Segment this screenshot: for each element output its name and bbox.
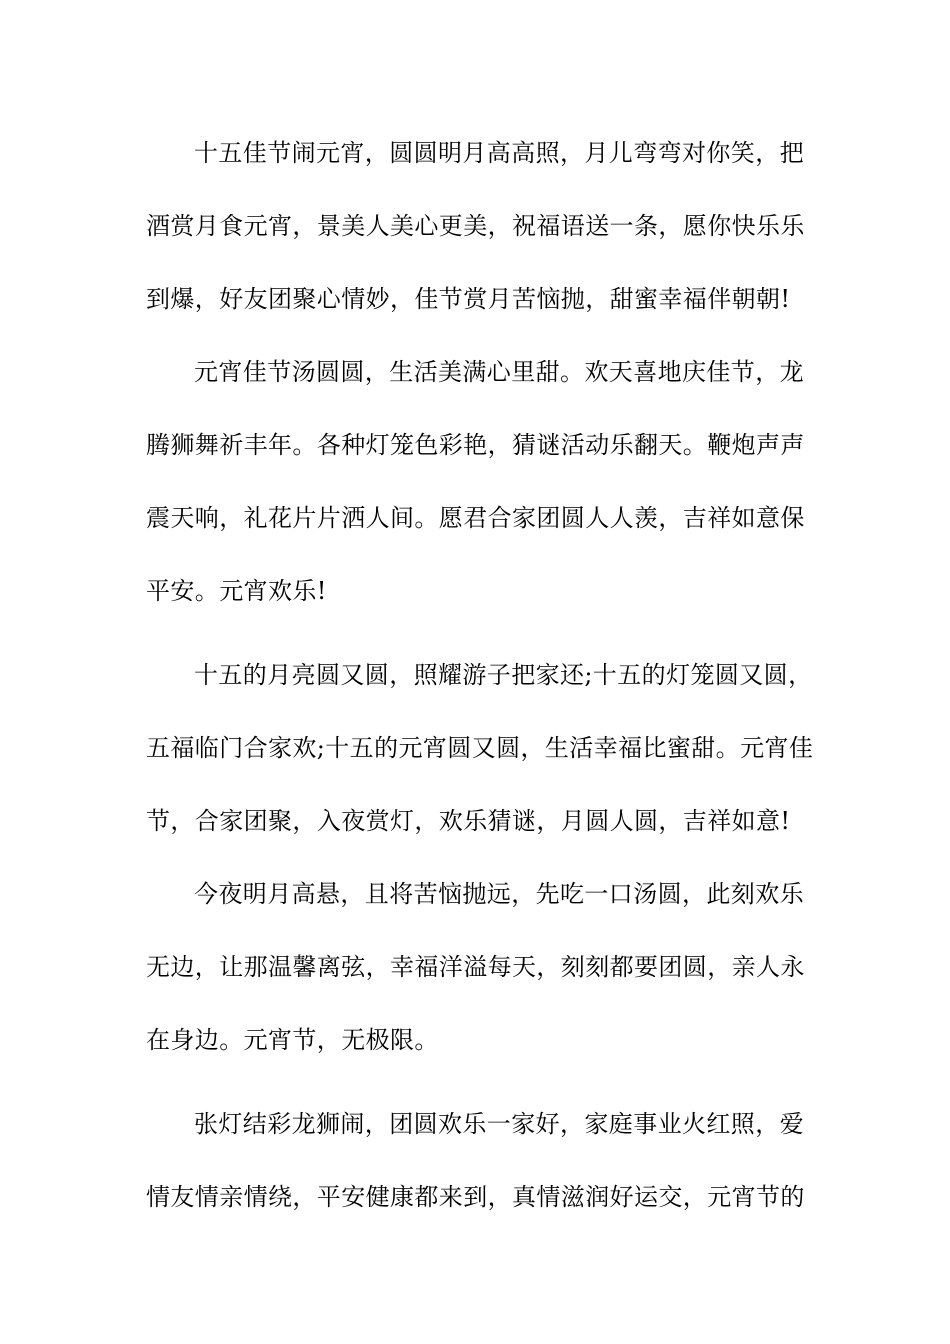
paragraph-3-line-2: 五福临门合家欢;十五的元宵圆又圆，生活幸福比蜜甜。元宵佳 [146,734,814,762]
paragraph-4-line-1: 今夜明月高悬，且将苦恼抛远，先吃一口汤圆，此刻欢乐 [194,880,804,908]
paragraph-4-line-2: 无边，让那温馨离弦，幸福洋溢每天，刻刻都要团圆，亲人永 [146,953,805,981]
paragraph-1-line-3: 到爆，好友团聚心情妙，佳节赏月苦恼抛，甜蜜幸福伴朝朝! [146,285,791,313]
paragraph-4-line-3: 在身边。元宵节，无极限。 [146,1026,439,1054]
paragraph-1-line-2: 酒赏月食元宵，景美人美心更美，祝福语送一条，愿你快乐乐 [146,212,805,240]
paragraph-1-line-1: 十五佳节闹元宵，圆圆明月高高照，月儿弯弯对你笑，把 [194,139,804,167]
paragraph-3-line-1: 十五的月亮圆又圆，照耀游子把家还;十五的灯笼圆又圆， [194,661,813,689]
paragraph-2-line-4: 平安。元宵欢乐! [146,577,327,605]
paragraph-2-line-3: 震天响，礼花片片洒人间。愿君合家团圆人人羡，吉祥如意保 [146,504,805,532]
paragraph-5-line-1: 张灯结彩龙狮闹，团圆欢乐一家好，家庭事业火红照，爱 [194,1110,804,1138]
paragraph-5-line-2: 情友情亲情绕，平安健康都来到，真情滋润好运交，元宵节的 [146,1183,805,1211]
paragraph-2-line-2: 腾狮舞祈丰年。各种灯笼色彩艳，猜谜活动乐翻天。鞭炮声声 [146,431,805,459]
paragraph-3-line-3: 节，合家团聚，入夜赏灯，欢乐猜谜，月圆人圆，吉祥如意! [146,807,791,835]
paragraph-2-line-1: 元宵佳节汤圆圆，生活美满心里甜。欢天喜地庆佳节，龙 [194,358,804,386]
